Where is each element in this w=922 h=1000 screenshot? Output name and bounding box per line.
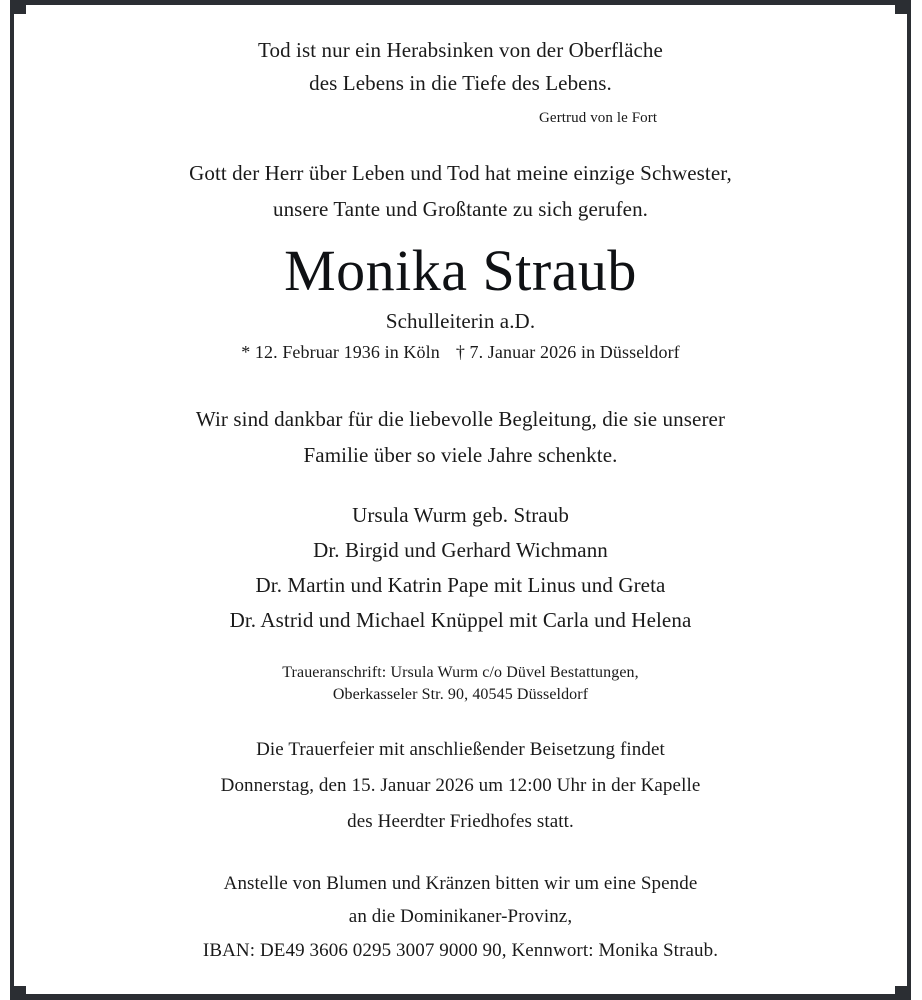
mourning-address-line-2: Oberkasseler Str. 90, 40545 Düsseldorf [332, 686, 589, 703]
thanks-line-1: Wir sind dankbar für die liebevolle Begleitung, die sie unserer [195, 407, 726, 431]
quote-author: Gertrud von le Fort [539, 110, 658, 126]
quote-line-1: Tod ist nur ein Herabsinken von der Oberfläche [258, 38, 663, 62]
family-member: Dr. Astrid und Michael Knüppel mit Carla und Helena [229, 608, 692, 632]
deceased-name: Monika Straub [284, 238, 637, 303]
donation-line-1: Anstelle von Blumen und Kränzen bitten wir um eine Spende [223, 873, 698, 894]
family-member: Dr. Birgid und Gerhard Wichmann [313, 538, 608, 562]
family-member: Dr. Martin und Katrin Pape mit Linus und Greta [255, 573, 666, 597]
intro-line-1: Gott der Herr über Leben und Tod hat meine einzige Schwester, [189, 161, 732, 185]
donation-iban: IBAN: DE49 3606 0295 3007 9000 90, Kennwort: Monika Straub. [202, 940, 719, 961]
mourning-address-line-1: Traueranschrift: Ursula Wurm c/o Düvel Bestattungen, [282, 664, 639, 681]
thanks-line-2: Familie über so viele Jahre schenkte. [303, 443, 618, 467]
donation-line-2: an die Dominikaner-Provinz, [348, 906, 573, 927]
birth-date: * 12. Februar 1936 in Köln [241, 342, 440, 362]
deceased-title: Schulleiterin a.D. [385, 309, 536, 333]
family-member: Ursula Wurm geb. Straub [352, 503, 569, 527]
death-date: † 7. Januar 2026 in Düsseldorf [455, 342, 680, 362]
service-line-3: des Heerdter Friedhofes statt. [347, 811, 574, 832]
service-line-2: Donnerstag, den 15. Januar 2026 um 12:00 Uhr in der Kapelle [220, 775, 701, 796]
obituary-content [14, 0, 907, 1000]
intro-line-2: unsere Tante und Großtante zu sich gerufen. [272, 197, 649, 221]
service-line-1: Die Trauerfeier mit anschließender Beisetzung findet [256, 739, 665, 760]
deceased-dates [14, 342, 907, 363]
quote-line-2: des Lebens in die Tiefe des Lebens. [309, 71, 612, 95]
